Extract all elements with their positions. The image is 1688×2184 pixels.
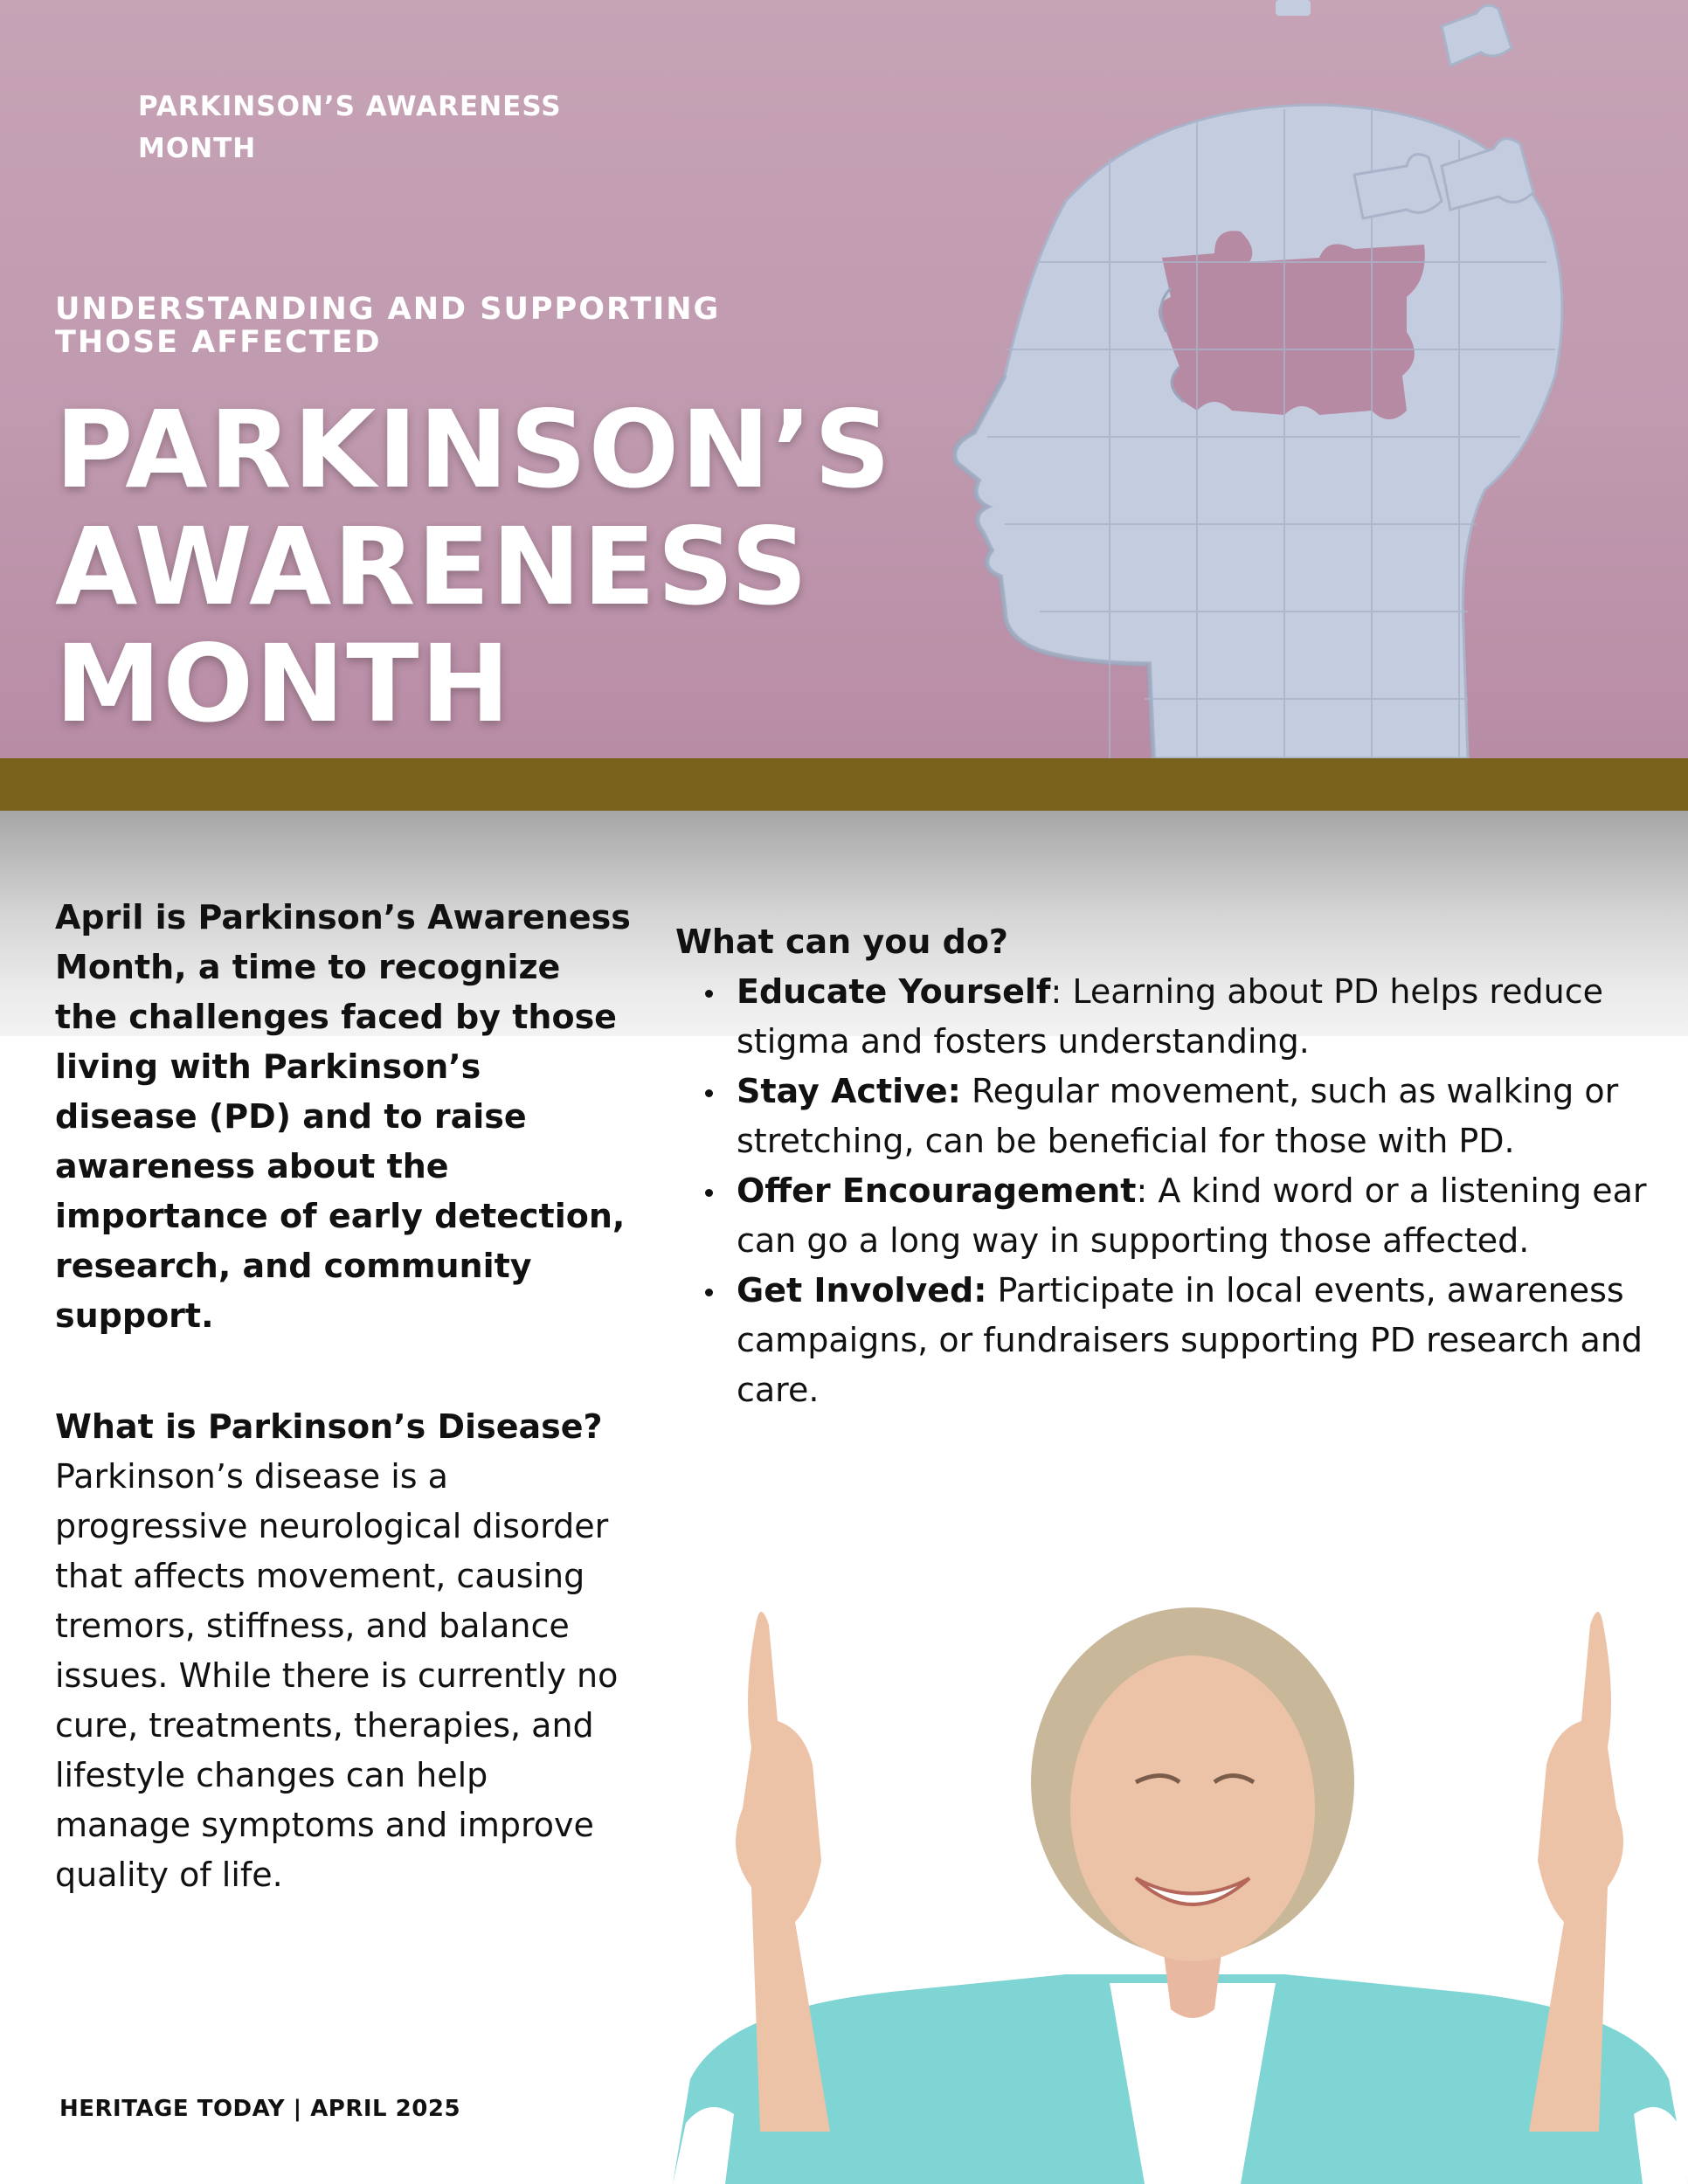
page-subtitle: UNDERSTANDING AND SUPPORTING THOSE AFFECTED: [55, 292, 721, 360]
page-title: PARKINSON’S AWARENESS MONTH: [55, 388, 893, 746]
list-item-text: : Learning about PD helps reduce stigma and fosters understanding.: [737, 972, 1604, 1061]
list-item-text: Participate in local events, awareness campaigns, or fundraisers supporting PD research and care.: [737, 1271, 1643, 1409]
list-item: [675, 1067, 1680, 1166]
list-item-title: Get Involved:: [737, 1271, 987, 1310]
header-banner: [0, 0, 1688, 758]
list-item-text: : A kind word or a listening ear can go a long way in supporting those affected.: [737, 1171, 1647, 1260]
list-item-title: Educate Yourself: [737, 972, 1051, 1011]
what-is-pd-body: Parkinson’s disease is a progressive neurological disorder that affects movement, causing tremors, stiffness, and balance issues. While there is currently no cure, treatments, therapies, and lifestyle changes can help manage symptoms and improve quality of life.: [55, 1457, 619, 1894]
list-item: [675, 1166, 1680, 1266]
woman-pointing-up-photo: [673, 1520, 1688, 2184]
list-item: [675, 967, 1680, 1067]
intro-paragraph: April is Parkinson’s Awareness Month, a time to recognize the challenges faced by those living with Parkinson’s disease (PD) and to raise awareness about the importance of early detection, research, and community support.: [55, 898, 631, 1335]
what-can-you-do-heading: What can you do?: [675, 923, 1008, 961]
footer-publication: HERITAGE TODAY | APRIL 2025: [59, 2096, 461, 2122]
list-item-title: Stay Active:: [737, 1072, 961, 1110]
what-is-pd-heading: What is Parkinson’s Disease?: [55, 1407, 603, 1446]
eyebrow-label: PARKINSON’S AWARENESS MONTH: [138, 91, 562, 164]
list-item-title: Offer Encouragement: [737, 1171, 1137, 1210]
left-column: [55, 893, 632, 1900]
action-list: [675, 967, 1680, 1415]
puzzle-head-illustration: [952, 0, 1688, 758]
list-item: [675, 1266, 1680, 1415]
olive-divider-band: [0, 758, 1688, 811]
list-item-text: Regular movement, such as walking or stretching, can be beneficial for those with PD.: [737, 1072, 1619, 1160]
right-column: [675, 917, 1680, 1415]
